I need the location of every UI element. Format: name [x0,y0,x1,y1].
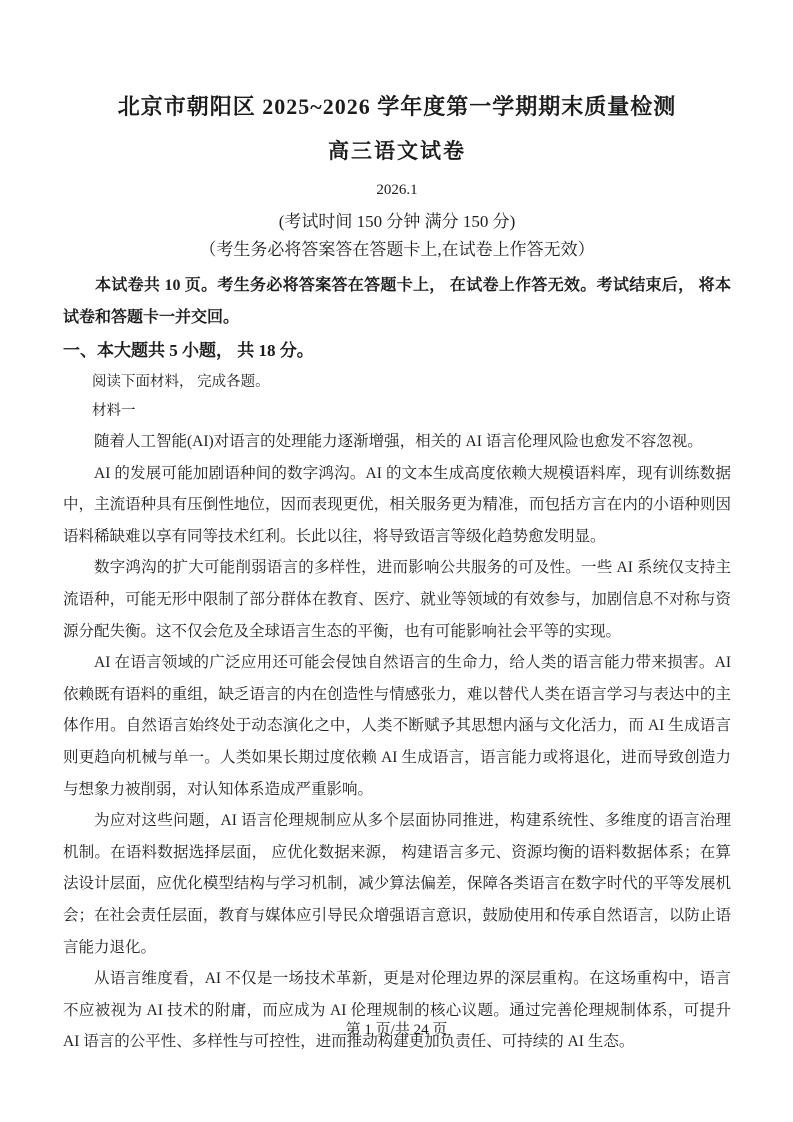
page-title: 北京市朝阳区 2025~2026 学年度第一学期期末质量检测 [117,94,677,119]
body-paragraph: 为应对这些问题，AI 语言伦理规制应从多个层面协同推进，构建系统性、多维度的语言治理机制。在语料数据选择层面， 应优化数据来源， 构建语言多元、资源均衡的语料数据体系；在算法设计层面，应优化模型结构与学习机制，减少算法偏差，保障各类语言在数字时代的平等发展机会；在社会责任层面，教育与媒体应引导民众增强语言意识，鼓励使用和传承自然语言，以防止语言能力退化。 [63,812,731,956]
body-paragraph: AI 的发展可能加剧语种间的数字鸿沟。AI 的文本生成高度依赖大规模语料库，现有训练数据中，主流语种具有压倒性地位，因而表现更优，相关服务更为精准，而包括方言在内的小语种则因语料稀缺难以享有同等技术红利。长此以往，将导致语言等级化趋势愈发明显。 [63,464,731,545]
body-paragraph: 从语言维度看，AI 不仅是一场技术革新，更是对伦理边界的深层重构。在这场重构中，语言不应被视为 AI 技术的附庸，而应成为 AI 伦理规制的核心议题。通过完善伦理规制体系，可提升 AI 语言的公平性、多样性与可控性，进而推动构建更加负责任、可持续的 AI 生态。 [63,970,731,1051]
exam-duration-score: (考试时间 150 分钟 满分 150 分) [278,212,516,231]
reading-instruction: 阅读下面材料， 完成各题。 [92,374,270,390]
body-paragraph: AI 在语言领域的广泛应用还可能会侵蚀自然语言的生命力，给人类的语言能力带来损害。AI 依赖既有语料的重组，缺乏语言的内在创造性与情感张力，难以替代人类在语言学习与表达中的主体作用。自然语言始终处于动态演化之中，人类不断赋予其思想内涵与文化活力，而 AI 生成语言则更趋向机械与单一。人类如果长期过度依赖 AI 生成语言，语言能力或将退化，进而导致创造力与想象力被削弱，对认知体系造成严重影响。 [63,654,731,798]
body-paragraph: 随着人工智能(AI)对语言的处理能力逐渐增强，相关的 AI 语言伦理风险也愈发不容忽视。 [94,433,703,450]
body-paragraph: 数字鸿沟的扩大可能削弱语言的多样性，进而影响公共服务的可及性。一些 AI 系统仅支持主流语种，可能无形中限制了部分群体在教育、医疗、就业等领域的有效参与，加剧信息不对称与资源分配失衡。这不仅会危及全球语言生态的平衡，也有可能影响社会平等的实现。 [63,559,731,640]
page-subtitle: 高三语文试卷 [328,139,466,163]
exam-instructions-paragraph: 本试卷共 10 页。考生务必将答案答在答题卡上， 在试卷上作答无效。考试结束后， 将本试卷和答题卡一并交回。 [63,277,731,326]
material-one-label: 材料一 [92,403,136,419]
exam-date: 2026.1 [376,182,418,198]
answer-sheet-notice: （考生务必将答案答在答题卡上,在试卷上作答无效） [199,240,595,259]
page-number-footer: 第 1 页/共 24 页 [345,1022,448,1038]
section-one-heading: 一、本大题共 5 小题， 共 18 分。 [63,341,314,360]
document-header [63,92,731,264]
